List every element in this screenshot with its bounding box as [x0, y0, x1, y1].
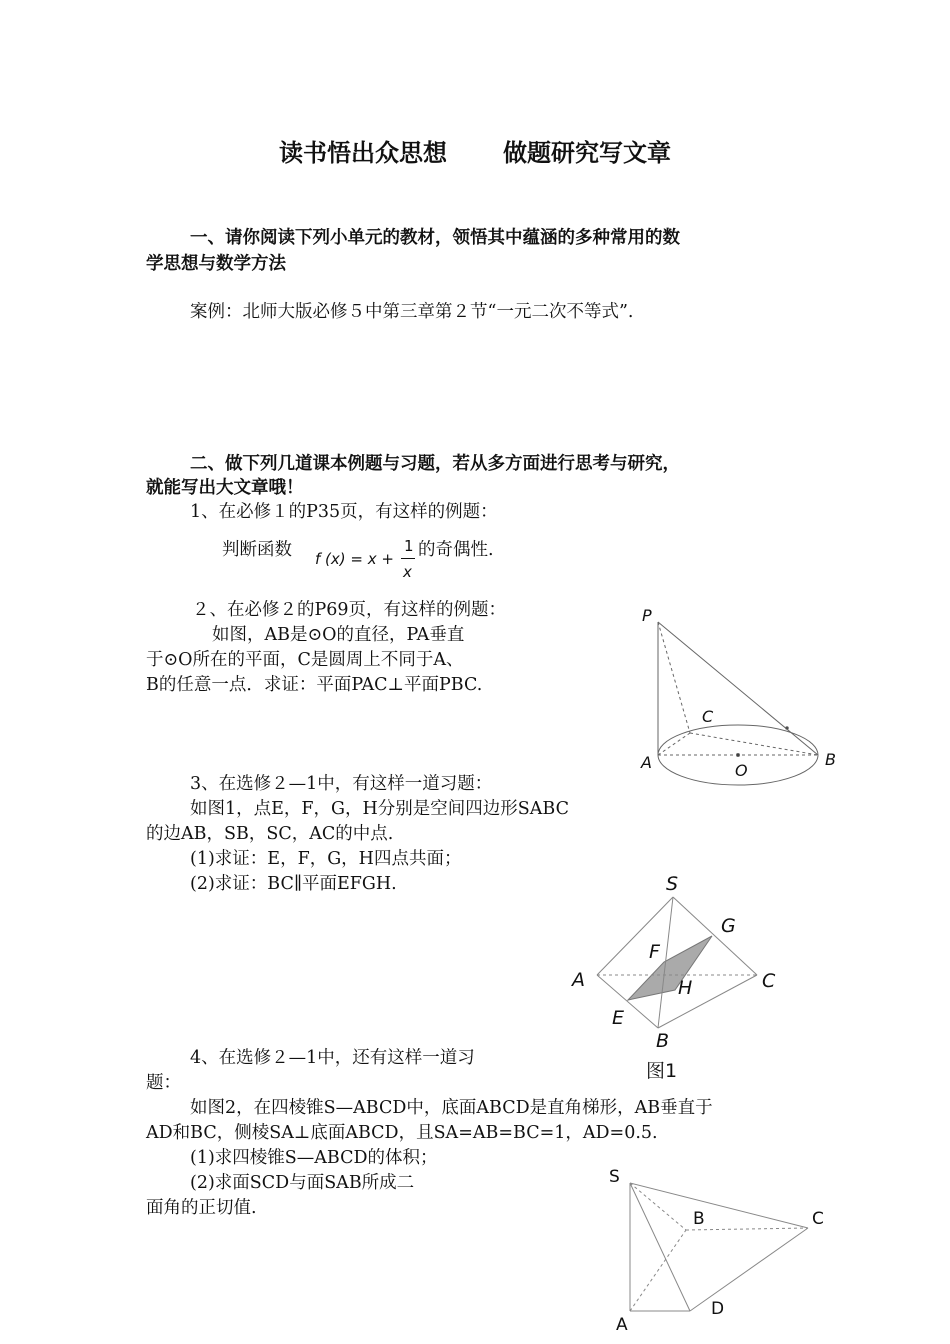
problem4-intro-cont: 题： — [146, 1073, 181, 1093]
label-O: O — [735, 761, 748, 780]
label-B: B — [693, 1209, 705, 1229]
label-C: C — [762, 970, 776, 992]
segment-CB — [690, 733, 818, 755]
title-right: 做题研究写文章 — [503, 139, 671, 167]
problem1-formula-lhs: f (x) = x + — [315, 550, 394, 568]
problem4-intro: 4、在选修２—1中，还有这样一道习 — [190, 1048, 475, 1068]
problem1-intro: 1、在必修１的P35页，有这样的例题： — [190, 502, 498, 522]
label-E: E — [612, 1007, 625, 1029]
problem3-line1: 如图1，点E，F，G，H分别是空间四边形SABC — [190, 799, 569, 819]
label-D: D — [711, 1299, 725, 1319]
section2-heading-cont: 就能写出大文章哦！ — [146, 478, 304, 498]
label-G: G — [721, 915, 736, 937]
problem1-formula-numerator: 1 — [404, 537, 414, 555]
edge-SC — [630, 1183, 808, 1228]
circle-point — [786, 727, 789, 730]
segment-PB — [658, 622, 818, 755]
problem3-line4: (2)求证：BC∥平面EFGH. — [190, 874, 397, 894]
edge-DC — [690, 1228, 808, 1311]
problem1-stem-suffix: 的奇偶性. — [418, 540, 494, 560]
figure-pyramid — [630, 1183, 808, 1311]
problem4-line5: 面角的正切值. — [146, 1198, 257, 1218]
problem3-intro: 3、在选修２—1中，有这样一道习题： — [190, 774, 493, 794]
problem3-line3: (1)求证：E，F，G，H四点共面； — [190, 849, 462, 869]
segment-PC — [658, 622, 690, 733]
plane-EFGH — [628, 936, 712, 1000]
edge-SD — [630, 1183, 690, 1311]
label-B: B — [825, 750, 836, 769]
problem4-line2: AD和BC，侧棱SA⊥底面ABCD，且SA=AB=BC=1，AD=0.5. — [146, 1123, 658, 1143]
problem1-stem-prefix: 判断函数 — [222, 540, 292, 560]
label-B: B — [656, 1030, 670, 1052]
problem2-intro: ２、在必修２的P69页，有这样的例题： — [192, 600, 507, 620]
figure1-caption: 图1 — [646, 1060, 678, 1082]
problem4-line1: 如图2，在四棱锥S—ABCD中，底面ABCD是直角梯形，AB垂直于 — [190, 1098, 713, 1118]
label-C: C — [812, 1209, 824, 1229]
section1-heading: 一、请你阅读下列小单元的教材，领悟其中蕴涵的多种常用的数 — [190, 228, 680, 248]
label-A: A — [616, 1315, 628, 1335]
edge-SA — [597, 897, 673, 975]
label-A: A — [641, 753, 652, 772]
problem2-line1: 如图，AB是⊙O的直径，PA垂直 — [212, 625, 465, 645]
problem4-line4: (2)求面SCD与面SAB所成二 — [190, 1173, 415, 1193]
label-S: S — [666, 873, 679, 895]
section1-heading-cont: 学思想与数学方法 — [146, 254, 286, 274]
problem2-line2: 于⊙O所在的平面，C是圆周上不同于A、 — [146, 650, 464, 670]
problem1-formula-denominator: x — [403, 563, 412, 581]
problem2-line3: B的任意一点．求证：平面PAC⊥平面PBC. — [146, 675, 483, 695]
problem4-line3: (1)求四棱锥S—ABCD的体积； — [190, 1148, 438, 1168]
problem3-line2: 的边AB，SB，SC，AC的中点. — [146, 824, 394, 844]
label-F: F — [649, 941, 660, 963]
label-H: H — [678, 977, 693, 999]
label-A: A — [572, 969, 585, 991]
label-P: P — [642, 606, 652, 625]
label-S: S — [609, 1167, 620, 1187]
section2-heading: 二、做下列几道课本例题与习题，若从多方面进行思考与研究， — [190, 454, 680, 474]
center-point-O — [737, 754, 740, 757]
section1-example: 案例：北师大版必修５中第三章第２节“一元二次不等式”. — [190, 302, 634, 322]
label-C: C — [702, 707, 714, 726]
title-left: 读书悟出众思想 — [279, 139, 447, 167]
